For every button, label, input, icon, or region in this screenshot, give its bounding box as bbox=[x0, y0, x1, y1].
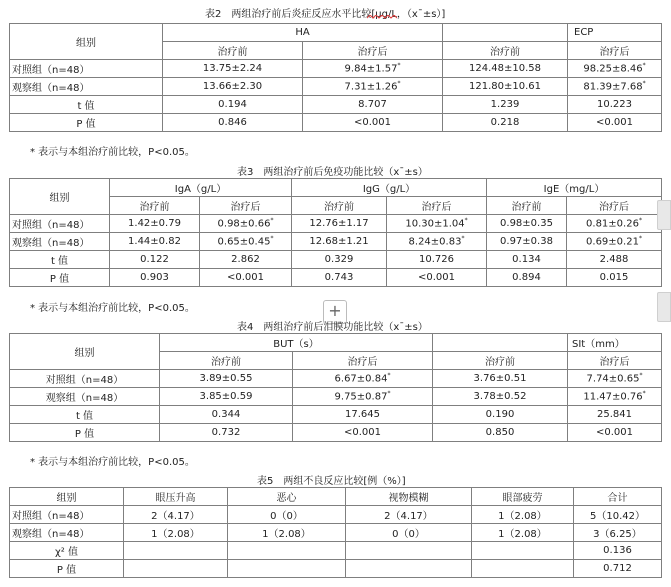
table-cell: 10.726 bbox=[387, 251, 487, 269]
table-cell: 0.134 bbox=[487, 251, 567, 269]
row-label: χ² 值 bbox=[10, 542, 124, 560]
add-button[interactable]: + bbox=[323, 300, 347, 324]
table4-header-group: 组别 bbox=[10, 334, 160, 370]
row-label: t 值 bbox=[10, 96, 163, 114]
table4-header-but: BUT（s） bbox=[160, 334, 433, 352]
table-cell: 3.85±0.59 bbox=[160, 388, 293, 406]
table2-title: 表2 两组治疗前后炎症反应水平比较[μg/L，（x¯±s）] bbox=[205, 9, 446, 20]
table-cell bbox=[346, 560, 472, 578]
row-label: 观察组（n=48） bbox=[10, 78, 163, 96]
table4-subheader: 治疗前 bbox=[160, 352, 293, 370]
table-cell: 0.190 bbox=[433, 406, 568, 424]
table-cell: 121.80±10.61 bbox=[443, 78, 568, 96]
table2-header-group: 组别 bbox=[10, 24, 163, 60]
table3 bbox=[9, 178, 662, 287]
table5-header: 合计 bbox=[574, 488, 662, 506]
table3-subheader: 治疗后 bbox=[567, 197, 662, 215]
table-cell: 1.44±0.82 bbox=[110, 233, 200, 251]
table-row bbox=[10, 388, 662, 406]
table-cell: 0.344 bbox=[160, 406, 293, 424]
table5 bbox=[9, 487, 662, 578]
table-cell: 0.903 bbox=[110, 269, 200, 287]
table4-header-sit: SIt（mm） bbox=[568, 334, 662, 352]
table-cell: 9.84±1.57* bbox=[303, 60, 443, 78]
table-row bbox=[10, 215, 662, 233]
table-cell: 7.74±0.65* bbox=[568, 370, 662, 388]
table5-title: 表5 两组不良反应比较[例（%）] bbox=[257, 476, 406, 487]
table4-title: 表4 两组治疗前后泪膜功能比较（x¯±s） bbox=[237, 322, 428, 333]
table-cell: 11.47±0.76* bbox=[568, 388, 662, 406]
table-cell: 0.218 bbox=[443, 114, 568, 132]
table2-header-ecp: ECP bbox=[568, 24, 662, 42]
row-label: P 值 bbox=[10, 424, 160, 442]
table-cell: 17.645 bbox=[293, 406, 433, 424]
table-row bbox=[10, 60, 662, 78]
table-cell: 98.25±8.46* bbox=[568, 60, 662, 78]
row-label: P 值 bbox=[10, 269, 110, 287]
table2-subheader: 治疗前 bbox=[443, 42, 568, 60]
table-cell: 13.75±2.24 bbox=[163, 60, 303, 78]
table3-subheader: 治疗后 bbox=[200, 197, 292, 215]
table-cell: 0.81±0.26* bbox=[567, 215, 662, 233]
row-label: 对照组（n=48） bbox=[10, 370, 160, 388]
table-cell: 0.65±0.45* bbox=[200, 233, 292, 251]
table-cell bbox=[472, 560, 574, 578]
table5-header: 眼部疲劳 bbox=[472, 488, 574, 506]
table-cell: 8.24±0.83* bbox=[387, 233, 487, 251]
table-row bbox=[10, 560, 662, 578]
table2-subheader: 治疗后 bbox=[303, 42, 443, 60]
table-cell: 12.76±1.17 bbox=[292, 215, 387, 233]
table-cell: 0.846 bbox=[163, 114, 303, 132]
table-row bbox=[10, 96, 662, 114]
table2-header-ha: HA bbox=[163, 24, 443, 42]
table-cell: 0.015 bbox=[567, 269, 662, 287]
table2-header-blank bbox=[443, 24, 568, 42]
table-cell: 0（0） bbox=[228, 506, 346, 524]
table-cell: 12.68±1.21 bbox=[292, 233, 387, 251]
table4 bbox=[9, 333, 662, 442]
table-cell: 0.743 bbox=[292, 269, 387, 287]
row-label: 观察组（n=48） bbox=[10, 388, 160, 406]
table-row bbox=[10, 114, 662, 132]
table-row bbox=[10, 406, 662, 424]
table-row bbox=[10, 233, 662, 251]
table-cell: 0.194 bbox=[163, 96, 303, 114]
table3-title: 表3 两组治疗前后免疫功能比较（x¯±s） bbox=[237, 167, 428, 178]
table5-header: 眼压升高 bbox=[124, 488, 228, 506]
table-cell bbox=[124, 560, 228, 578]
table-cell: 0（0） bbox=[346, 524, 472, 542]
table-cell: 0.98±0.35 bbox=[487, 215, 567, 233]
table-cell: 0.329 bbox=[292, 251, 387, 269]
table4-subheader: 治疗后 bbox=[568, 352, 662, 370]
row-label: 对照组（n=48） bbox=[10, 60, 163, 78]
table-cell: 0.136 bbox=[574, 542, 662, 560]
table-cell: 0.850 bbox=[433, 424, 568, 442]
scroll-handle[interactable] bbox=[657, 292, 671, 322]
table-cell bbox=[124, 542, 228, 560]
spellcheck-underline bbox=[367, 15, 397, 21]
table3-subheader: 治疗前 bbox=[487, 197, 567, 215]
table-cell: 25.841 bbox=[568, 406, 662, 424]
table3-header-iga: IgA（g/L） bbox=[110, 179, 292, 197]
table-cell: 2（4.17） bbox=[124, 506, 228, 524]
row-label: P 值 bbox=[10, 114, 163, 132]
table-cell: 9.75±0.87* bbox=[293, 388, 433, 406]
table-cell: 0.69±0.21* bbox=[567, 233, 662, 251]
table-cell: 7.31±1.26* bbox=[303, 78, 443, 96]
table-cell bbox=[228, 542, 346, 560]
table-row bbox=[10, 370, 662, 388]
table-row bbox=[10, 251, 662, 269]
table-cell bbox=[228, 560, 346, 578]
table-cell: 3（6.25） bbox=[574, 524, 662, 542]
table-cell: <0.001 bbox=[568, 424, 662, 442]
table-row bbox=[10, 506, 662, 524]
table-cell: 3.76±0.51 bbox=[433, 370, 568, 388]
table2-note: * 表示与本组治疗前比较，P<0.05。 bbox=[30, 147, 195, 158]
table-cell: 1.239 bbox=[443, 96, 568, 114]
table-cell: 124.48±10.58 bbox=[443, 60, 568, 78]
table3-subheader: 治疗后 bbox=[387, 197, 487, 215]
table5-header: 组别 bbox=[10, 488, 124, 506]
scroll-handle[interactable] bbox=[657, 200, 671, 230]
table-row bbox=[10, 269, 662, 287]
table2-subheader: 治疗后 bbox=[568, 42, 662, 60]
table-cell: 10.30±1.04* bbox=[387, 215, 487, 233]
table-cell: 1.42±0.79 bbox=[110, 215, 200, 233]
table4-subheader: 治疗后 bbox=[293, 352, 433, 370]
table-cell: 1（2.08） bbox=[472, 524, 574, 542]
table3-note: * 表示与本组治疗前比较，P<0.05。 bbox=[30, 303, 195, 314]
table-cell: 1（2.08） bbox=[124, 524, 228, 542]
table-cell: 1（2.08） bbox=[472, 506, 574, 524]
table-cell: 0.98±0.66* bbox=[200, 215, 292, 233]
row-label: t 值 bbox=[10, 406, 160, 424]
table-cell: 3.78±0.52 bbox=[433, 388, 568, 406]
table-cell: 0.894 bbox=[487, 269, 567, 287]
row-label: t 值 bbox=[10, 251, 110, 269]
table-cell: <0.001 bbox=[200, 269, 292, 287]
table-cell: <0.001 bbox=[568, 114, 662, 132]
table-cell: <0.001 bbox=[303, 114, 443, 132]
table3-header-group: 组别 bbox=[10, 179, 110, 215]
row-label: 对照组（n=48） bbox=[10, 215, 110, 233]
table-cell: 5（10.42） bbox=[574, 506, 662, 524]
table-cell: 13.66±2.30 bbox=[163, 78, 303, 96]
table3-header-ige: IgE（mg/L） bbox=[487, 179, 662, 197]
table5-header: 视物模糊 bbox=[346, 488, 472, 506]
table3-subheader: 治疗前 bbox=[292, 197, 387, 215]
table-cell: 0.122 bbox=[110, 251, 200, 269]
row-label: P 值 bbox=[10, 560, 124, 578]
table-row bbox=[10, 524, 662, 542]
table-cell: 2（4.17） bbox=[346, 506, 472, 524]
table-cell: <0.001 bbox=[387, 269, 487, 287]
table-cell: 10.223 bbox=[568, 96, 662, 114]
table4-subheader: 治疗前 bbox=[433, 352, 568, 370]
table-cell bbox=[346, 542, 472, 560]
table3-subheader: 治疗前 bbox=[110, 197, 200, 215]
table-cell: 2.488 bbox=[567, 251, 662, 269]
table-row bbox=[10, 424, 662, 442]
table4-note: * 表示与本组治疗前比较，P<0.05。 bbox=[30, 457, 195, 468]
row-label: 观察组（n=48） bbox=[10, 524, 124, 542]
table-cell: 6.67±0.84* bbox=[293, 370, 433, 388]
table2 bbox=[9, 23, 662, 132]
row-label: 对照组（n=48） bbox=[10, 506, 124, 524]
table-cell: 2.862 bbox=[200, 251, 292, 269]
table-cell: 3.89±0.55 bbox=[160, 370, 293, 388]
table-cell: 1（2.08） bbox=[228, 524, 346, 542]
table-row bbox=[10, 78, 662, 96]
table-cell: 81.39±7.68* bbox=[568, 78, 662, 96]
table-cell: 0.712 bbox=[574, 560, 662, 578]
table2-subheader: 治疗前 bbox=[163, 42, 303, 60]
table-cell: <0.001 bbox=[293, 424, 433, 442]
table-cell: 8.707 bbox=[303, 96, 443, 114]
row-label: 观察组（n=48） bbox=[10, 233, 110, 251]
table-cell: 0.97±0.38 bbox=[487, 233, 567, 251]
table-cell bbox=[472, 542, 574, 560]
table-cell: 0.732 bbox=[160, 424, 293, 442]
table-row bbox=[10, 542, 662, 560]
table5-header: 恶心 bbox=[228, 488, 346, 506]
table3-header-igg: IgG（g/L） bbox=[292, 179, 487, 197]
table4-header-blank bbox=[433, 334, 568, 352]
